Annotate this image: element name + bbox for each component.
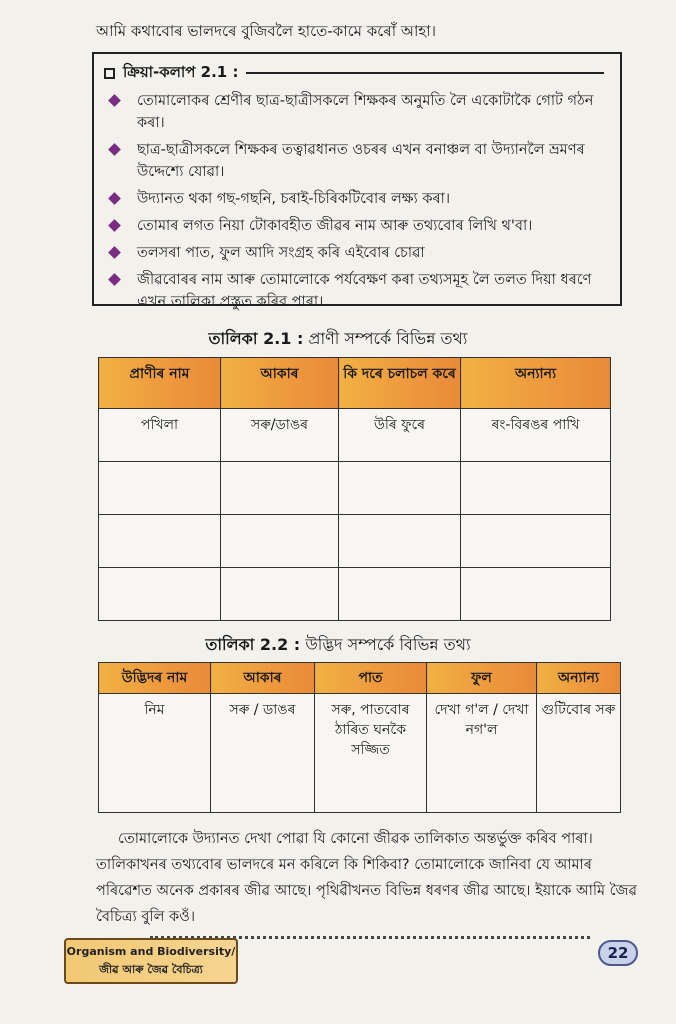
column-header: ফুল: [427, 663, 537, 694]
table-cell: সৰু / ডাঙৰ: [211, 694, 315, 813]
chapter-title-english: Organism and Biodiversity/: [66, 945, 236, 958]
diamond-bullet-icon: [108, 219, 121, 232]
list-item: [104, 269, 610, 313]
column-header: আকাৰ: [221, 358, 339, 409]
table-cell: [461, 568, 611, 621]
table-cell: [99, 515, 221, 568]
column-header: পাত: [315, 663, 427, 694]
table-cell: সৰু, পাতবোৰ ঠাৰিত ঘনকৈ সজ্জিত: [315, 694, 427, 813]
table-cell: [461, 515, 611, 568]
table-cell: [339, 568, 461, 621]
diamond-bullet-icon: [108, 273, 121, 286]
table2-caption: [0, 632, 676, 659]
table-row: [99, 694, 621, 813]
column-header: অন্যান্য: [461, 358, 611, 409]
activity-header: [104, 62, 610, 84]
table-cell: [339, 515, 461, 568]
activity-title: ক্রিয়া-কলাপ 2.1 :: [123, 62, 239, 81]
table-row: [99, 568, 611, 621]
list-item: [104, 215, 610, 237]
column-header: অন্যান্য: [537, 663, 621, 694]
list-item-text: তোমালোকৰ শ্ৰেণীৰ ছাত্ৰ-ছাত্ৰীসকলে শিক্ষকৰ অনুমতি লৈ একোটাকৈ গোট গঠন কৰা।: [137, 93, 594, 131]
header-rule: [246, 72, 604, 74]
list-item-text: উদ্যানত থকা গছ-গছনি, চৰাই-চিৰিকটিবোৰ লক্ষ্য কৰা।: [137, 191, 451, 207]
table-cell: [221, 515, 339, 568]
table-cell: [461, 462, 611, 515]
column-header: উদ্ভিদৰ নাম: [99, 663, 211, 694]
diamond-bullet-icon: [108, 192, 121, 205]
table1-caption-label: তালিকা 2.1 :: [208, 329, 304, 348]
chapter-badge: [64, 938, 238, 984]
table-cell: [99, 462, 221, 515]
list-item-text: তলসৰা পাত, ফুল আদি সংগ্ৰহ কৰি এইবোৰ চোৱা: [137, 245, 425, 261]
table-cell: সৰু/ডাঙৰ: [221, 409, 339, 462]
list-item: [104, 139, 610, 183]
list-item-text: জীৱবোৰৰ নাম আৰু তোমালোকে পৰ্যবেক্ষণ কৰা তথ্যসমূহ লৈ তলত দিয়া ধৰণে এখন তালিকা প্ৰস্তুত কৰিব পাৰা।: [137, 272, 592, 310]
checkbox-icon: [104, 68, 115, 79]
page-number: 22: [598, 940, 638, 966]
table-cell: উৰি ফুৰে: [339, 409, 461, 462]
list-item-text: ছাত্ৰ-ছাত্ৰীসকলে শিক্ষকৰ তত্বাৱধানত ওচৰৰ এখন বনাঞ্চল বা উদ্যানলৈ ভ্ৰমণৰ উদ্দেশ্যে যোৱা।: [137, 142, 585, 180]
table2-caption-label: তালিকা 2.2 :: [205, 635, 301, 654]
activity-list: [104, 90, 610, 313]
table2-caption-text: উদ্ভিদ সম্পৰ্কে বিভিন্ন তথ্য: [305, 635, 471, 654]
animal-table: [98, 357, 611, 621]
table-cell: গুটিবোৰ সৰু: [537, 694, 621, 813]
table-header-row: [99, 358, 611, 409]
table1-caption: [0, 326, 676, 353]
outro-paragraph: তোমালোকে উদ্যানত দেখা পোৱা যি কোনো জীৱক তালিকাত অন্তৰ্ভুক্ত কৰিব পাৰা। তালিকাখনৰ তথ্যবোৰ ভালদৰে মন কৰিলে কি শিকিবা? তোমালোকে জানিবা যে আমাৰ পৰিৱেশত অনেক প্ৰকাৰৰ জীৱ আছে। পৃথিৱীখনত বিভিন্ন ধৰণৰ জীৱ আছে। ইয়াকে আমি জৈৱ বৈচিত্ৰ্য বুলি কওঁ।: [96, 831, 637, 925]
diamond-bullet-icon: [108, 94, 121, 107]
table-cell: পখিলা: [99, 409, 221, 462]
table-row: [99, 409, 611, 462]
list-item-text: তোমাৰ লগত নিয়া টোকাবহীত জীৱৰ নাম আৰু তথ্যবোৰ লিখি থ'বা।: [137, 218, 533, 234]
list-item: [104, 188, 610, 210]
column-header: প্ৰাণীৰ নাম: [99, 358, 221, 409]
column-header: আকাৰ: [211, 663, 315, 694]
table-cell: [339, 462, 461, 515]
table1-caption-text: প্ৰাণী সম্পৰ্কে বিভিন্ন তথ্য: [308, 329, 468, 348]
list-item: [104, 242, 610, 264]
table-row: [99, 515, 611, 568]
intro-text: আমি কথাবোৰ ভালদৰে বুজিবলৈ হাতে-কামে কৰোঁ আহা।: [96, 22, 436, 40]
table-header-row: [99, 663, 621, 694]
table-cell: ৰং-বিৰঙৰ পাখি: [461, 409, 611, 462]
chapter-title-assamese: জীৱ আৰু জৈৱ বৈচিত্ৰ্য: [99, 963, 203, 976]
table-cell: নিম: [99, 694, 211, 813]
diamond-bullet-icon: [108, 143, 121, 156]
table-row: [99, 462, 611, 515]
list-item: [104, 90, 610, 134]
column-header: কি দৰে চলাচল কৰে: [339, 358, 461, 409]
table-cell: [221, 462, 339, 515]
table-cell: দেখা গ'ল / দেখা নগ'ল: [427, 694, 537, 813]
activity-box: [92, 52, 622, 310]
plant-table: [98, 662, 621, 813]
table-cell: [221, 568, 339, 621]
table-cell: [99, 568, 221, 621]
diamond-bullet-icon: [108, 246, 121, 259]
